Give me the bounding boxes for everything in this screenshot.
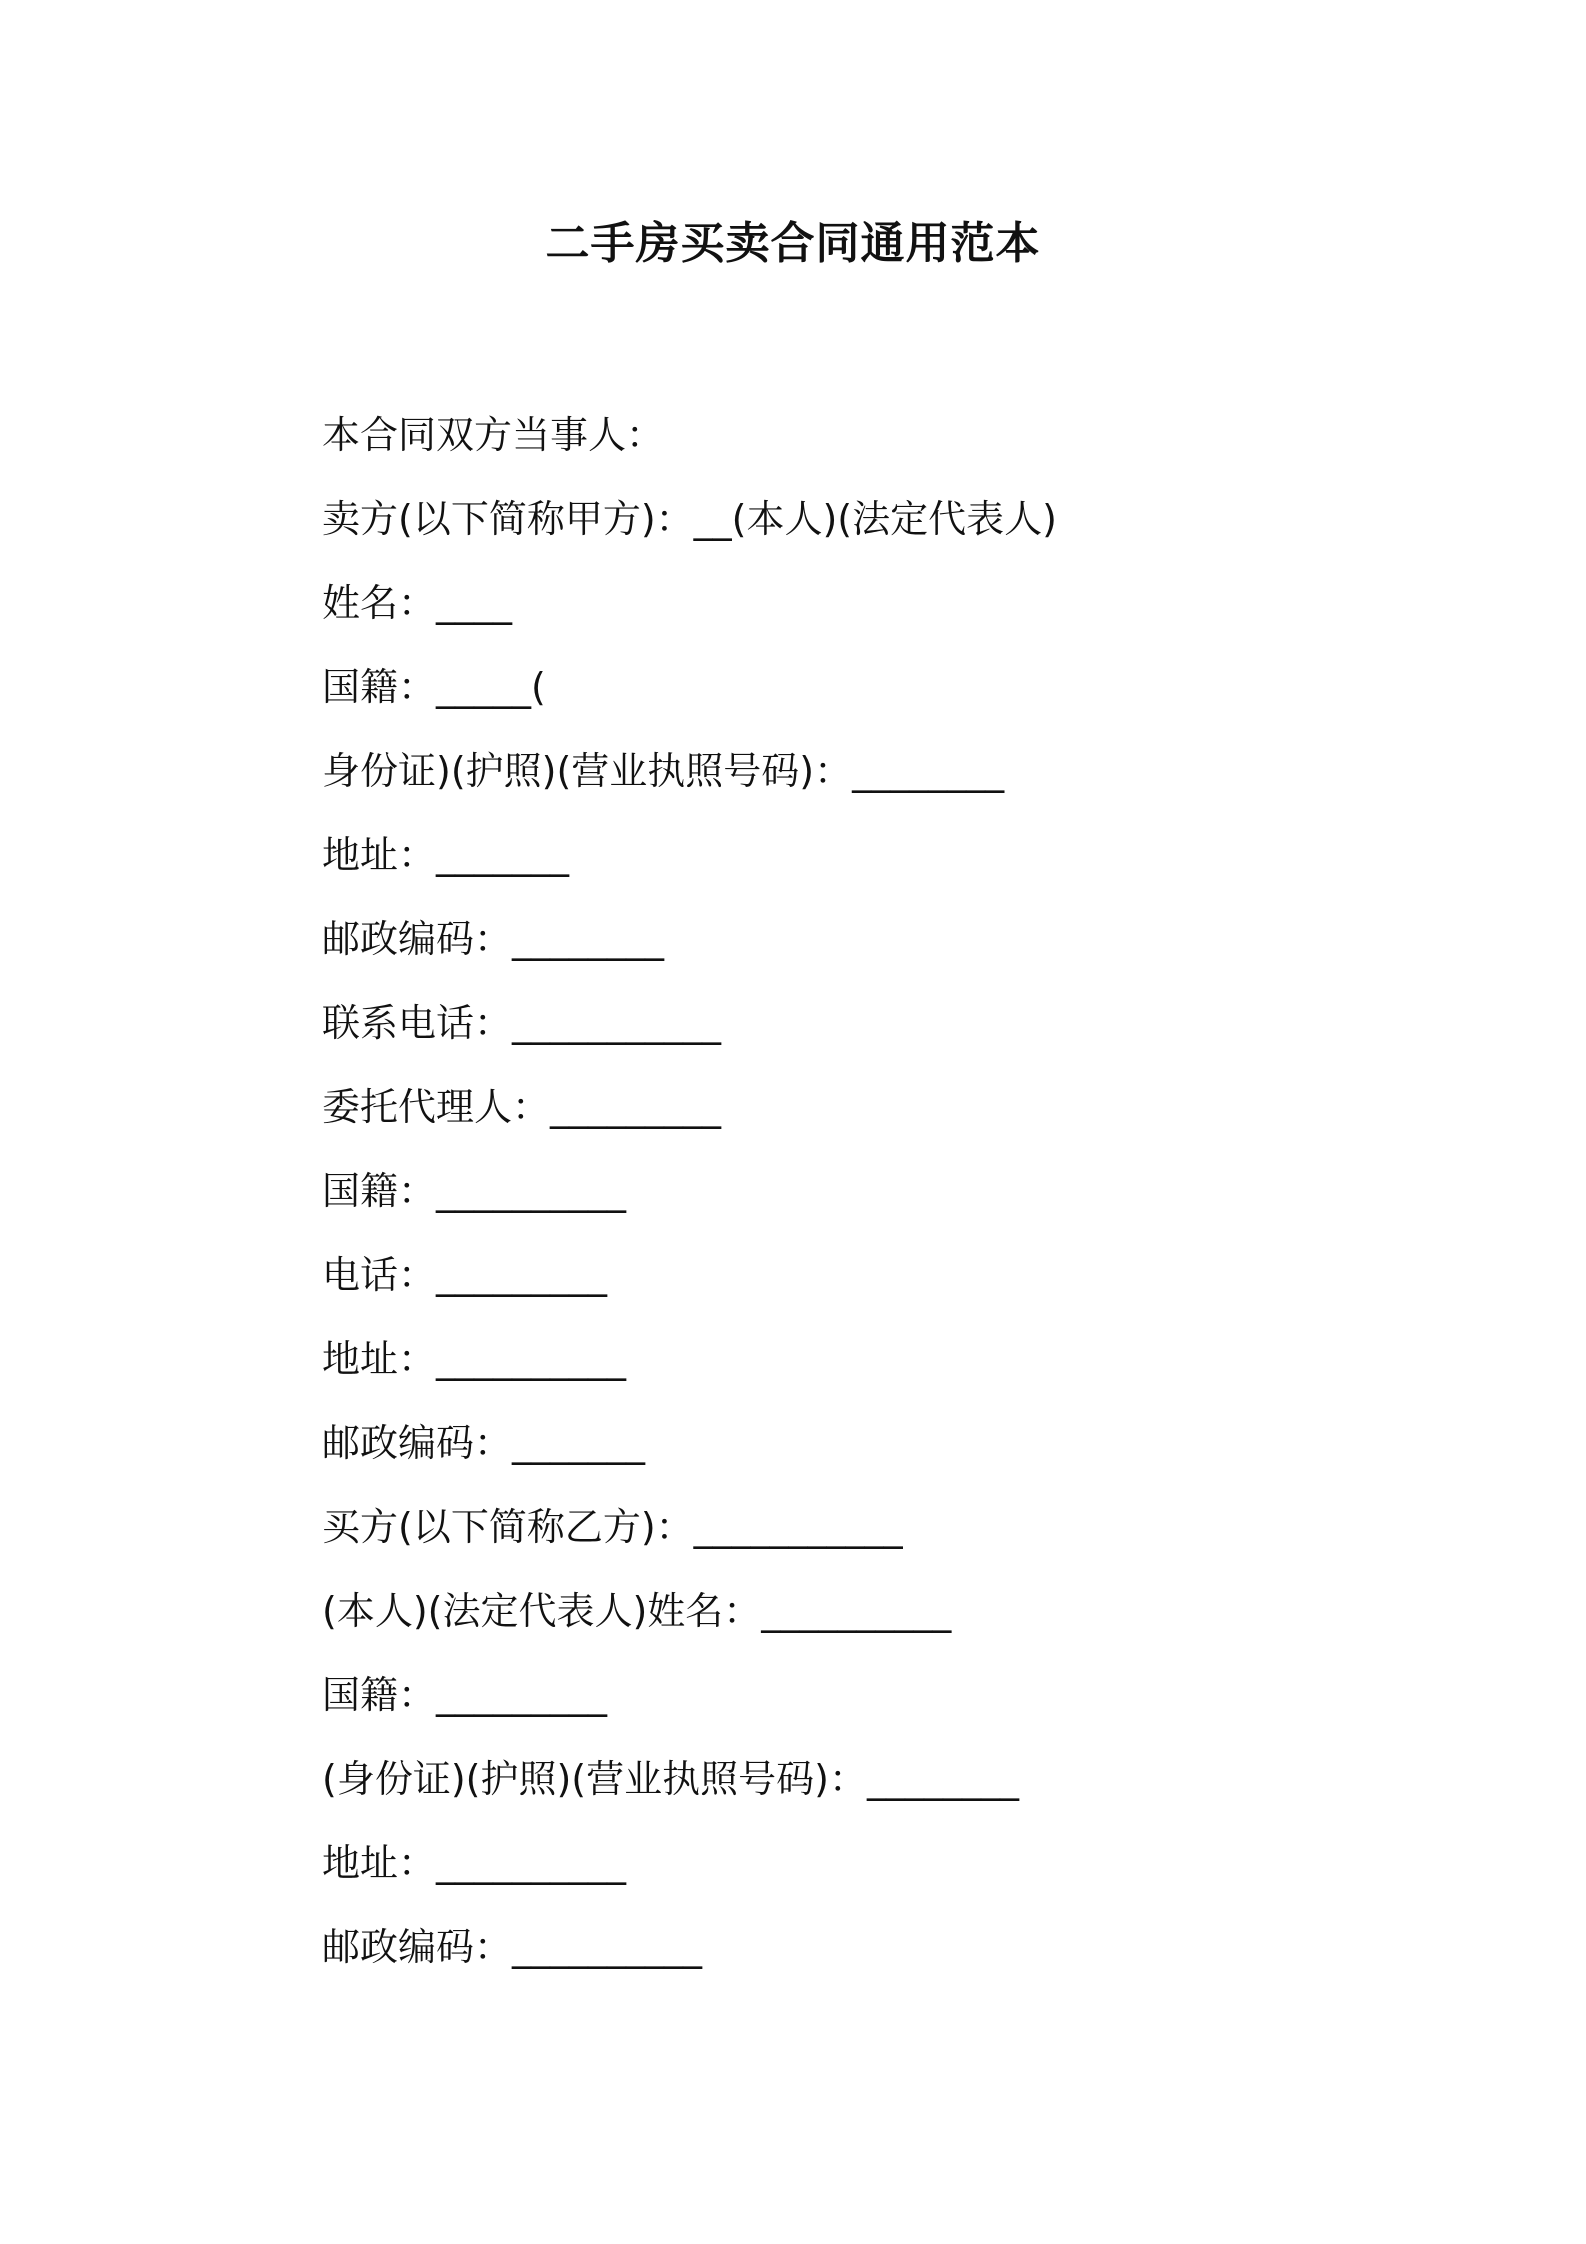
seller-id-line: 身份证)(护照)(营业执照号码)：________ [322,749,1005,793]
document-title: 二手房买卖合同通用范本 [545,218,1041,269]
document-body [322,405,1422,2001]
seller-line: 卖方(以下简称甲方)：__(本人)(法定代表人) [322,497,1057,541]
buyer-address-line: 地址：__________ [322,1841,627,1885]
buyer-name-line: (本人)(法定代表人)姓名：__________ [322,1589,952,1633]
agent-phone-line: 电话：_________ [322,1253,608,1297]
buyer-nationality-line: 国籍：_________ [322,1673,608,1717]
seller-nationality-line: 国籍：_____( [322,665,546,709]
agent-postcode-line: 邮政编码：_______ [322,1421,646,1465]
seller-address-line: 地址：_______ [322,833,570,877]
seller-name-line: 姓名：____ [322,581,513,625]
parties-heading: 本合同双方当事人： [322,413,665,457]
agent-nationality-line: 国籍：__________ [322,1169,627,1213]
agent-address-line: 地址：__________ [322,1337,627,1381]
buyer-line: 买方(以下简称乙方)：___________ [322,1505,903,1549]
agent-line: 委托代理人：_________ [322,1085,722,1129]
buyer-postcode-line: 邮政编码：__________ [322,1925,703,1969]
seller-phone-line: 联系电话：___________ [322,1001,722,1045]
buyer-id-line: (身份证)(护照)(营业执照号码)：________ [322,1757,1019,1801]
seller-postcode-line: 邮政编码：________ [322,917,665,961]
